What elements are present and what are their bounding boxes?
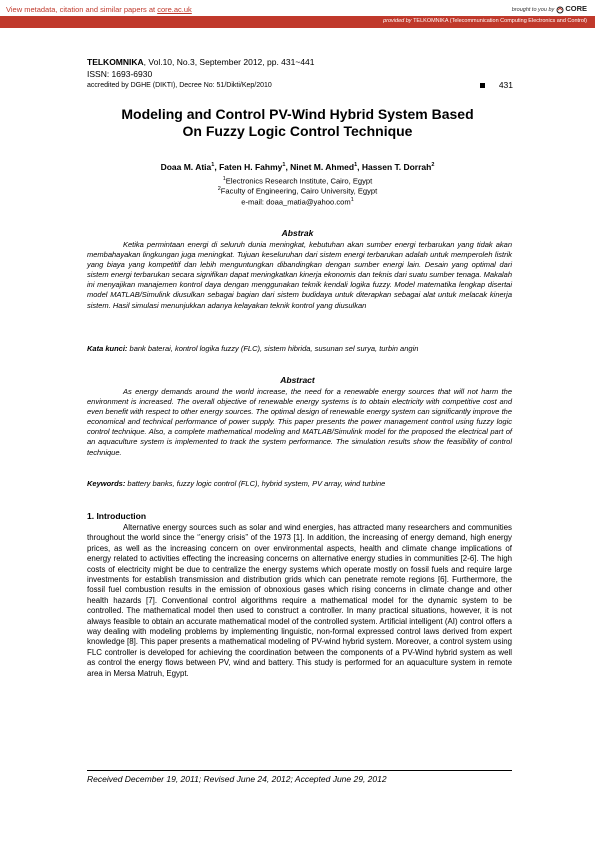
section-heading-introduction: 1. Introduction <box>87 511 147 521</box>
keywords-text: battery banks, fuzzy logic control (FLC), hybrid system, PV array, wind turbine <box>125 479 386 488</box>
brought-to-you-label: brought to you by <box>511 7 555 13</box>
title-line-2: On Fuzzy Logic Control Technique <box>182 123 413 139</box>
core-metadata-text <box>6 5 192 14</box>
core-metadata-label: View metadata, citation and similar papers at <box>6 5 158 14</box>
page-number: 431 <box>498 80 513 90</box>
keywords <box>87 479 512 489</box>
provided-source: TELKOMNIKA (Telecommunication Computing Electronics and Control) <box>413 18 587 24</box>
abstract-heading: Abstract <box>280 375 315 385</box>
abstrak-heading: Abstrak <box>281 228 314 238</box>
journal-issn: ISSN: 1693-6930 <box>87 68 153 79</box>
abstract-body: As energy demands around the world increase, the need for a renewable energy sources that will not harm the environment is increased. The overall objective of renewable energy systems is to obtain electricity with competitive cost and even benefit with respect to other energy sources. The optimal design of renewable energy system can significantly improve the economical and technical performance of power supply. This paper presents the power management control using fuzzy logic control technique. Also, a complete mathematical modeling and MATLAB/Simulink model for the proposed the electrical part of an aquaculture system is implemented to track the system performance. The simulation results show the feasibility of control technique. <box>87 387 512 457</box>
core-banner <box>0 0 595 30</box>
provided-prefix: provided by <box>383 18 414 24</box>
title-line-1: Modeling and Control PV-Wind Hybrid System Based <box>121 106 474 122</box>
paper-title <box>50 106 545 140</box>
email-sup: 1 <box>350 197 354 203</box>
square-bullet-icon <box>480 83 485 88</box>
journal-citation-line <box>87 57 315 69</box>
kata-kunci-text: bank baterai, kontrol logika fuzzy (FLC), sistem hibrida, susunan sel surya, turbin angin <box>127 344 419 353</box>
core-brought-by[interactable] <box>512 4 587 14</box>
author-affil-sup: 2 <box>431 162 435 169</box>
author-sep: , <box>357 162 362 172</box>
kata-kunci <box>87 344 512 354</box>
affiliation-text: Faculty of Engineering, Cairo University, Egypt <box>220 186 378 196</box>
page-number-block <box>480 80 513 90</box>
received-dates: Received December 19, 2011; Revised June 24, 2012; Accepted June 29, 2012 <box>87 774 387 784</box>
author-affil-sup: 1 <box>211 162 215 169</box>
introduction-body: Alternative energy sources such as solar and wind energies, has attracted many researchers and communities throughout the world since the ‘’energy crisis” of the 1973 [1]. In addition, the increasing of energy demand, high energy prices, as well as the increasing concern on over environmental aspects, health and climate change implications of energy related to activities effecting the increasing concerns on alternative energy studies in communities [2-6]. The high costs of electricity might be due to centralize the energy systems which operate mostly on fossil fuels and require large investments for establish transmission and distribution grids which can penetrate remote regions [6]. Furthermore, the fossil fuel combustion results in the emission of obnoxious gases which rising concerns in climate change and other health hazards [7]. Conventional control algorithms require a mathematical model for the dynamic system to be controlled. The mathematical model then used to construct a controller. In many practical situations, however, it is not always feasible to obtain an accurate mathematical model of the controlled system. Artificial intelligent (AI) control offers a way dealing with modeling problems by implementing linguistic, non-formal expressed control laws derived from expert knowledge [8]. This paper presents a mathematical modeling of PV-wind hybrid system. Moreover, a control system using FLC controller is developed for achieving the coordination between the components of a PV-Wind hybrid system as well as control the energy flows between PV, wind and battery. This study is performed for an aquaculture system in remote area in Mersa Matruh, Egypt. <box>87 523 512 678</box>
email-text: e-mail: doaa_matia@yahoo.com <box>241 197 351 207</box>
author: Doaa M. Atia <box>160 162 212 172</box>
author: Ninet M. Ahmed <box>290 162 355 172</box>
author: Faten H. Fahmy <box>219 162 283 172</box>
keywords-label: Keywords: <box>87 479 126 488</box>
core-link[interactable]: core.ac.uk <box>157 5 192 14</box>
author-sep: , <box>214 162 220 172</box>
core-logo-icon <box>556 6 564 14</box>
affiliation-sup: 2 <box>217 186 221 192</box>
core-logo-text: CORE <box>565 4 587 13</box>
journal-header <box>87 57 315 92</box>
author: Hassen T. Dorrah <box>361 162 432 172</box>
journal-name: TELKOMNIKA <box>87 57 144 67</box>
journal-citation: , Vol.10, No.3, September 2012, pp. 431~441 <box>143 57 315 67</box>
author-affil-sup: 1 <box>282 162 286 169</box>
affiliation-text: Electronics Research Institute, Cairo, Egypt <box>225 176 373 186</box>
author-list <box>50 162 545 172</box>
kata-kunci-label: Kata kunci: <box>87 344 128 353</box>
provided-by-text[interactable] <box>383 18 587 24</box>
author-email <box>50 195 545 208</box>
footer-divider <box>87 770 512 771</box>
abstrak-body: Ketika permintaan energi di seluruh dunia meningkat, kebutuhan akan sumber energi terbarukan yang tidak akan membahayakan lingkungan juga meningkat. Tujuan keseluruhan dari sistem energi terbarukan adalah untuk memperoleh listrik yang biaya yang kompetitif dan lebih menguntungkan dibandingkan dengan sumber energi lain. Desain yang optimal dari sistem energi terbarukan secara signifikan dapat meningkatkan kinerja ekonomis dan teknis dari suatu sumber tenaga. Makalah ini menyajikan manajemen kontrol daya dengan menggunakan teknik kendali logika fuzzy. Model matematika lengkap disertai model MATLAB/Simulink diusulkan sebagai bagian dari sistem budidaya untuk diterapkan sebagai alat untuk melacak kinerja sistem. Hasil simulasi menunjukkan adanya kelayakan teknik kontrol yang diusulkan <box>87 240 512 310</box>
author-affil-sup: 1 <box>354 162 358 169</box>
journal-accreditation: accredited by DGHE (DIKTI), Decree No: 51/Dikti/Kep/2010 <box>87 82 272 89</box>
author-sep: , <box>285 162 291 172</box>
affiliation-sup: 1 <box>222 176 226 182</box>
